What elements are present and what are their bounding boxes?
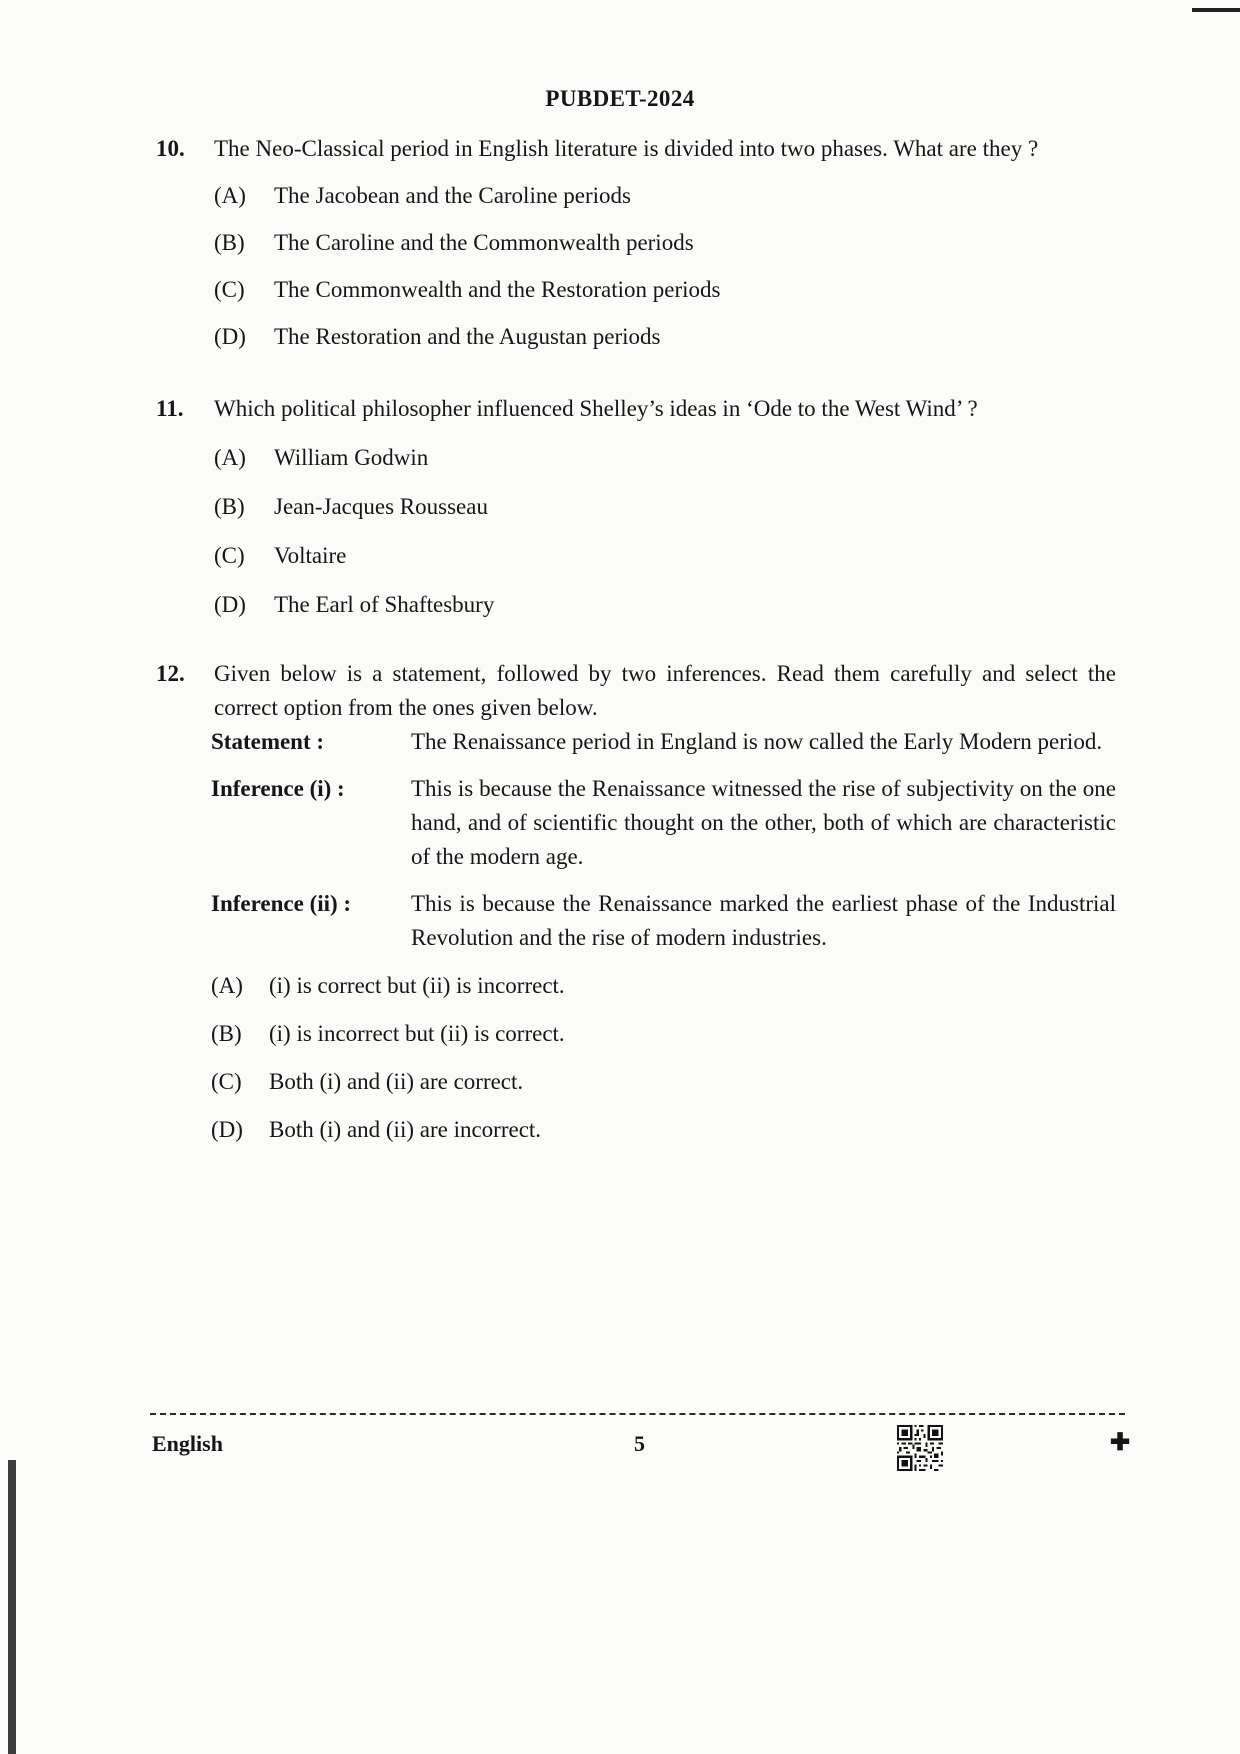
question-10 xyxy=(156,132,1116,354)
inference-1-label: Inference (i) : xyxy=(211,776,345,801)
option-label: (C) xyxy=(211,1069,242,1094)
option-label: (C) xyxy=(214,543,245,568)
option-list xyxy=(214,441,1116,622)
question-number: 12. xyxy=(156,661,185,686)
statement-label: Statement : xyxy=(211,729,325,754)
option-list xyxy=(214,179,1116,354)
option-text: The Restoration and the Augustan periods xyxy=(274,324,661,349)
page-header: PUBDET-2024 xyxy=(545,86,695,111)
question-number: 10. xyxy=(156,136,185,161)
option-text: William Godwin xyxy=(274,445,429,470)
question-12 xyxy=(156,657,1116,1147)
option-label: (D) xyxy=(214,592,246,617)
scan-binding-shadow xyxy=(8,1460,16,1754)
option-text: The Jacobean and the Caroline periods xyxy=(274,183,632,208)
inference-2-label: Inference (ii) : xyxy=(211,891,352,916)
option-label: (A) xyxy=(214,183,246,208)
option-a xyxy=(214,179,1116,213)
question-11 xyxy=(156,392,1116,622)
option-b xyxy=(214,226,1116,260)
question-text: The Neo-Classical period in English literature is divided into two phases. What are they ? xyxy=(214,136,1039,161)
question-text: Given below is a statement, followed by two inferences. Read them carefully and select the correct option from the ones given below. xyxy=(214,661,1116,720)
question-text: Which political philosopher influenced Shelley’s ideas in ‘Ode to the West Wind’ ? xyxy=(214,396,978,421)
option-text: Voltaire xyxy=(274,543,347,568)
option-c xyxy=(214,539,1116,573)
option-label: (A) xyxy=(214,445,246,470)
footer-divider xyxy=(150,1413,1125,1415)
option-a xyxy=(214,441,1116,475)
option-label: (D) xyxy=(214,324,246,349)
statement-text: The Renaissance period in England is now called the Early Modern period. xyxy=(411,729,1103,754)
inference-2 xyxy=(211,887,1116,955)
option-text: The Caroline and the Commonwealth periods xyxy=(274,230,694,255)
option-b xyxy=(211,1017,1116,1051)
option-label: (B) xyxy=(214,230,245,255)
option-b xyxy=(214,490,1116,524)
qr-code-icon xyxy=(897,1425,943,1471)
plus-mark-icon: ✚ xyxy=(1110,1430,1131,1456)
inference-2-text: This is because the Renaissance marked the earliest phase of the Industrial Revolution and the rise of modern industries. xyxy=(411,891,1116,950)
option-text: The Commonwealth and the Restoration periods xyxy=(274,277,721,302)
inference-1 xyxy=(211,772,1116,874)
questions-container xyxy=(156,132,1116,1147)
inference-1-text: This is because the Renaissance witnessed the rise of subjectivity on the one hand, and of scientific thought on the other, both of which are characteristic of the modern age. xyxy=(411,776,1116,869)
option-c xyxy=(214,273,1116,307)
option-a xyxy=(211,969,1116,1003)
statement xyxy=(211,725,1116,759)
option-text: Jean-Jacques Rousseau xyxy=(274,494,488,519)
page-footer xyxy=(152,1425,1131,1465)
page-number: 5 xyxy=(634,1431,645,1456)
option-label: (B) xyxy=(211,1021,242,1046)
option-label: (A) xyxy=(211,973,243,998)
option-text: (i) is correct but (ii) is incorrect. xyxy=(269,973,565,998)
option-text: The Earl of Shaftesbury xyxy=(274,592,495,617)
option-label: (B) xyxy=(214,494,245,519)
question-number: 11. xyxy=(156,396,184,421)
option-text: (i) is incorrect but (ii) is correct. xyxy=(269,1021,565,1046)
option-list xyxy=(211,969,1116,1147)
option-label: (D) xyxy=(211,1117,243,1142)
scan-edge-mark xyxy=(1192,8,1240,12)
option-d xyxy=(211,1113,1116,1147)
option-c xyxy=(211,1065,1116,1099)
footer-subject: English xyxy=(152,1431,223,1456)
option-d xyxy=(214,320,1116,354)
option-text: Both (i) and (ii) are correct. xyxy=(269,1069,524,1094)
option-d xyxy=(214,588,1116,622)
option-text: Both (i) and (ii) are incorrect. xyxy=(269,1117,542,1142)
option-label: (C) xyxy=(214,277,245,302)
